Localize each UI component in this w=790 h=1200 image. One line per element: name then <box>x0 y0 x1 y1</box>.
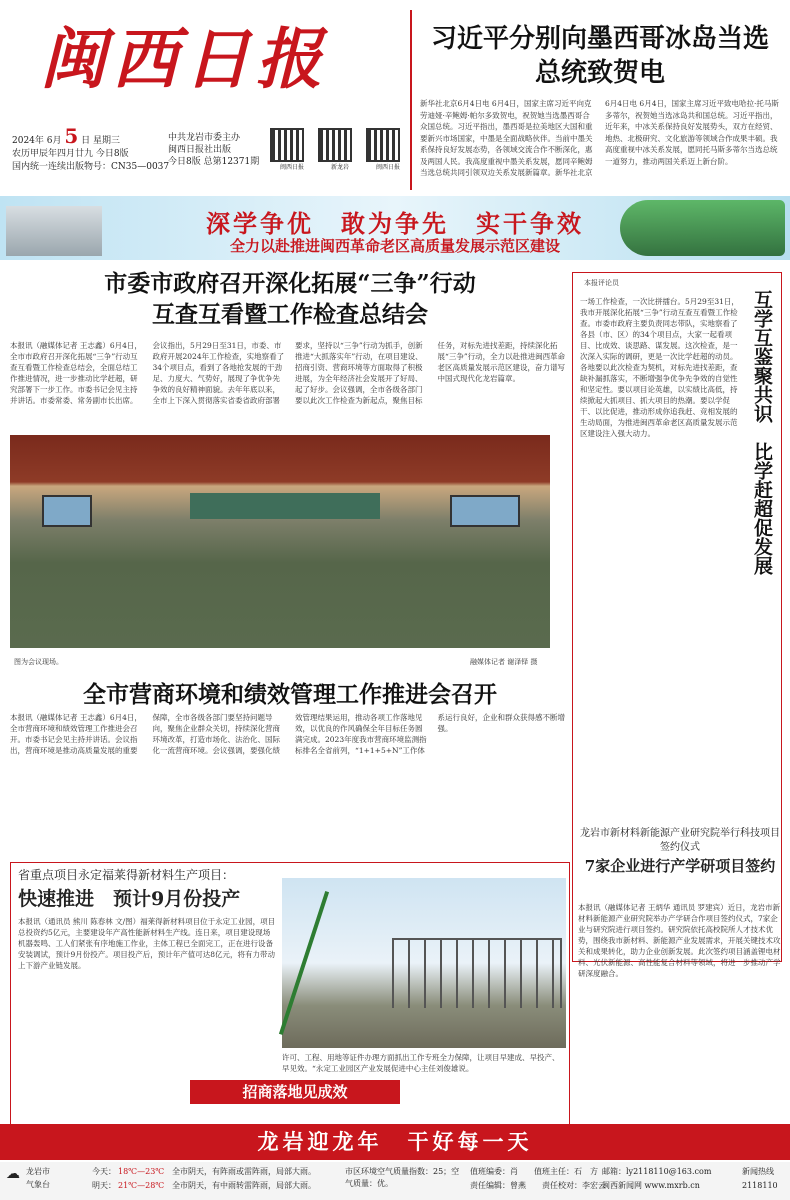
lunar-date: 农历甲辰年四月廿九 今日8版 <box>12 149 129 159</box>
cn-number: 国内统一连续出版物号：CN35—0037 <box>12 162 170 172</box>
project-headline[interactable]: 快速推进 预计9月份投产 <box>18 888 241 910</box>
editor-info: 责任编辑：曾燕 责任校对：李宏云 <box>470 1181 606 1190</box>
construction-photo[interactable] <box>282 878 566 1048</box>
main-headline-line1: 市委市政府召开深化拓展“三争”行动 <box>104 270 476 297</box>
commentary-title[interactable]: 互学互鉴聚共识 比学赶超促发展 <box>751 290 773 575</box>
hotline-label: 新闻热线 <box>742 1167 774 1176</box>
sidebar-body: 本报讯（融媒体记者 王炳华 通讯员 罗建宾）近日，龙岩市新材料新能源产业研究院举办产学研合作项目签约仪式，7家企业与研究院进行项目签约。研究院依托高校院所人才技术优势，围绕我市新材料、新能源产业发展需求，开展关键技术攻关和成果转化，助力企业创新发展。此次签约项目涵盖锂电材料、光伏新能源、高性能复合材料等领域，将进一步推动产学研深度融合。 <box>578 903 781 978</box>
qr-code-icon <box>366 128 400 162</box>
sidebar-headline[interactable]: 7家企业进行产学研项目签约 <box>584 857 776 875</box>
weather-bar <box>0 1162 790 1200</box>
commentary-label: 本报评论员 <box>584 279 619 287</box>
weather-label: 气象台 <box>26 1180 50 1189</box>
sidebar-subheadline: 龙岩市新材料新能源产业研究院举行科技项目签约仪式 <box>580 828 780 853</box>
video-screen <box>450 495 520 527</box>
photo-caption: 图为会议现场。 <box>14 658 63 666</box>
meeting-photo[interactable] <box>10 435 550 648</box>
commentary-body: 一场工作检查，一次比拼擂台。5月29至31日，我市开展深化拓展“三争”行动互查互看暨工作检查。市委市政府主要负责同志带队，实地察看了各县（市、区）的34个项目点，大家一起看项目、比成效、谈思路、谋发展。这次检查，是一次深入实际的调研，更是一次比学赶超的动员。各地要以此次检查为契机，对标先进找差距，查缺补漏抓落实，不断增强争优争先争效的自觉性和坚定性。要以项目论英雄，以实绩比高低，持续掀起大抓项目、抓大项目的热潮。要以学促干、以比促进，推动形成你追我赶、竞相发展的生动局面，为推进闽西革命老区高质量发展示范区建设注入强大动力。 <box>580 297 739 438</box>
investment-tag: 招商落地见成效 <box>190 1080 400 1104</box>
top-story-lead: 新华社北京6月4日电 6月4日，国家主席习近平向克劳迪娅·辛鲍姆·帕尔多致贺电，祝贺她当选墨西哥合众国总统。习近平指出，墨西哥是拉美地区大国和重要新兴市场国家，中墨是全面战略伙伴。当前中墨关系保持良好发展态势，各领域交流合作不断深化，惠及两国人民。我高度重视中墨关系发展，愿同辛鲍姆当选总统共同引领双边关系发展新篇章。新华社北京6月4日电 6月4日，国家主席习近平致电哈拉·托马斯多蒂尔，祝贺她当选冰岛共和国总统。习近平指出，近年来，中冰关系保持良好发展势头，双方在经贸、地热、北极研究、文化旅游等领域合作成果丰硕。我高度重视中冰关系发展，愿同托马斯多蒂尔当选总统一道努力，推动两国关系迈上新台阶。 <box>420 99 779 177</box>
footer-slogan: 龙岩迎龙年 干好每一天 <box>0 1124 790 1160</box>
divider <box>410 10 412 190</box>
press: 闽西日报社出版 <box>168 145 232 155</box>
main-headline[interactable] <box>10 268 570 330</box>
stage-table <box>190 493 380 519</box>
weather-icon: ☁ <box>6 1166 20 1182</box>
video-screen <box>42 495 92 527</box>
qr-item[interactable] <box>318 128 362 171</box>
qr-item[interactable] <box>270 128 314 171</box>
qr-code-icon <box>270 128 304 162</box>
qr-caption: 新龙岩 <box>330 164 349 171</box>
main-headline-line2: 互查互看暨工作检查总结会 <box>152 301 428 328</box>
qr-code-icon <box>318 128 352 162</box>
building-graphic <box>6 206 102 256</box>
issue: 今日8版 总第12371期 <box>168 157 260 167</box>
hotline-number[interactable]: 2118110 <box>742 1181 778 1190</box>
weather-today-label: 今天： <box>92 1167 116 1176</box>
qr-caption: 闽西日报 <box>375 164 400 171</box>
main-story-body: 本报讯（融媒体记者 王志鑫）6月4日，全市市政府召开深化拓展“三争”行动互查互看暨工作检查总结会，全面总结工作推进情况，进一步推动比学赶超，研究部署下一步工作。市委书记会见主持并讲话。市委常委、常务副市长出席。会议指出，5月29日至31日，市委、市政府开展2024年工作检查，实地察看了34个项目点，看到了各地抢发展的干劲足、力度大、气势好，展现了争优争先争效的良好精神面貌。去年年底以来，全市上下深入贯彻落实省委省政府部署要求，坚持以“三争”行动为抓手，创新推进“大抓落实年”行动，在项目建设、招商引资、营商环境等方面取得了积极进展，为全年经济社会发展开了好局、起了好步。会议强调，全市各级各部门要以此次工作检查为新起点，聚焦目标任务，对标先进找差距，持续深化拓展“三争”行动，全力以赴推进闽西革命老区高质量发展示范区建设，奋力谱写中国式现代化龙岩篇章。 <box>10 341 566 405</box>
weather-tomorrow-temp: 21℃—28℃ <box>118 1181 165 1190</box>
editor-info: 值班编委：肖 值班主任：石 方 <box>470 1167 598 1176</box>
publisher-info <box>168 132 268 168</box>
project-subheadline: 省重点项目永定福莱得新材料生产项目： <box>18 868 235 882</box>
banner-subslogan: 全力以赴推进闽西革命老区高质量发展示范区建设 <box>229 237 560 255</box>
steel-frame-graphic <box>392 938 562 1008</box>
weather-tomorrow-label: 明天： <box>92 1181 116 1190</box>
date-line: 2024年 6月 <box>12 136 62 146</box>
banner-slogan: 深学争优 敢为争先 实干争效 <box>206 209 584 238</box>
second-story-body: 本报讯（融媒体记者 王志鑫）6月4日，全市营商环境和绩效管理工作推进会召开。市委书记会见主持并讲话。会议指出，营商环境是推动高质量发展的重要保障，全市各级各部门要坚持问题导向，聚焦企业群众关切，持续深化营商环境改革，打造市场化、法治化、国际化一流营商环境。会议强调，要强化绩效管理结果运用，推动各项工作落地见效，以优良的作风确保全年目标任务圆满完成。2023年度我市营商环境监测指标排名全省前列，“1+1+5+N”工作体系运行良好，企业和群众获得感不断增强。 <box>10 713 565 755</box>
weather-today-temp: 18℃—23℃ <box>118 1167 165 1176</box>
project-body: 本报讯（通讯员 熊川 陈春林 文/图）福莱得新材料项目位于永定工业园，项目总投资约5亿元，主要建设年产高性能新材料生产线。连日来，项目建设现场机器轰鸣、工人们紧张有序地施工作业，主体工程已全面完工，正在进行设备安装调试，预计9月份投产。项目投产后，预计年产值可达8亿元，将有力带动上下游产业链发展。 <box>18 917 276 970</box>
weekday: 日 星期三 <box>81 136 121 146</box>
air-quality: 市区环境空气质量指数：25；空气质量：优。 <box>345 1167 460 1188</box>
photo-credit: 融媒体记者 谢泽铎 摄 <box>470 658 538 666</box>
top-headline[interactable]: 习近平分别向墨西哥冰岛当选总统致贺电 <box>430 24 769 88</box>
crane-graphic <box>279 891 329 1035</box>
weather-label: 龙岩市 <box>26 1167 50 1176</box>
second-headline[interactable]: 全市营商环境和绩效管理工作推进会召开 <box>83 681 497 708</box>
date-day: 5 <box>64 124 79 148</box>
masthead-title: 闽西日报 <box>40 20 328 98</box>
publisher: 中共龙岩市委主办 <box>168 133 241 143</box>
site-link[interactable]: 闽西新闻网 www.mxrb.cn <box>602 1181 700 1190</box>
qr-item[interactable] <box>366 128 410 171</box>
email-link[interactable]: 邮箱：ly2118110@163.com <box>602 1167 712 1176</box>
weather-today-desc: 全市阴天，有阵雨或雷阵雨，局部大雨。 <box>172 1167 316 1176</box>
qr-caption: 闽西日报 <box>279 164 304 171</box>
qr-codes <box>270 128 410 171</box>
weather-tomorrow-desc: 全市阴天，有中雨转雷阵雨，局部大雨。 <box>172 1181 316 1190</box>
project-body-cont: 许可、工程、用地等证件办理方面抓出工作专班全力保障，让项目早建成、早投产、早见效。“永定工业园区产业发展促进中心主任刘俊雄说。 <box>282 1053 560 1073</box>
